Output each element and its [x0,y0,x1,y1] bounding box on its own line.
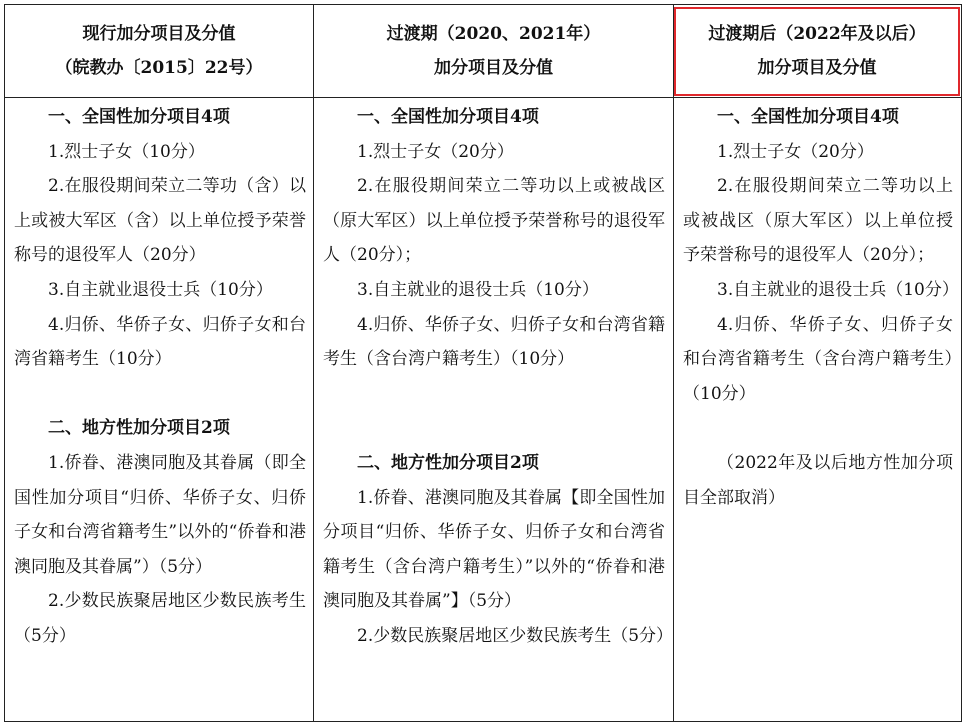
list-item: 2.少数民族聚居地区少数民族考生（5分） [357,625,674,646]
list-item: 2.在服役期间荣立二等功（含）以上或被大军区（含）以上单位授予荣誉称号的退役军人（20分） [14,176,306,266]
header-post-title: 过渡期后（2022年及以后） [708,24,926,44]
header-current [5,5,313,97]
section-national-title: 一、全国性加分项目4项 [48,107,230,127]
section-national-title: 一、全国性加分项目4项 [717,107,899,127]
header-current-title: 现行加分项目及分值 [82,24,236,44]
list-item: 1.烈士子女（20分） [717,141,874,162]
list-item: 4.归侨、华侨子女、归侨子女和台湾省籍考生（10分） [14,314,306,370]
list-item: 4.归侨、华侨子女、归侨子女和台湾省籍考生（含台湾户籍考生）（10分） [323,314,665,370]
list-item: 1.侨眷、港澳同胞及其眷属【即全国性加分项目“归侨、华侨子女、归侨子女和台湾省籍考生（含台湾户籍考生）”以外的“侨眷和港澳同胞及其眷属”】（5分） [323,487,665,612]
column-divider [673,4,674,722]
list-item: 2.在服役期间荣立二等功以上或被战区（原大军区）以上单位授予荣誉称号的退役军人（20分）； [683,176,953,266]
header-transition-subtitle: 加分项目及分值 [434,58,553,78]
header-post-subtitle: 加分项目及分值 [757,58,877,78]
list-item: 2.在服役期间荣立二等功以上或被战区（原大军区）以上单位授予荣誉称号的退役军人（20分）； [323,176,665,266]
column-current [14,100,306,654]
section-local-title: 二、地方性加分项目2项 [48,418,230,439]
column-post-transition [683,100,959,515]
list-item: 2.少数民族聚居地区少数民族考生（5分） [14,591,306,646]
column-divider [313,4,314,722]
section-national-title: 一、全国性加分项目4项 [357,107,539,127]
list-item: 3.自主就业的退役士兵（10分） [357,279,599,300]
list-item: 1.烈士子女（10分） [48,141,205,162]
header-transition-title: 过渡期（2020、2021年） [386,24,601,44]
list-item: 4.归侨、华侨子女、归侨子女和台湾省籍考生（含台湾户籍考生）（10分） [683,314,953,404]
list-item: 3.自主就业的退役士兵（10分） [717,279,959,300]
cancellation-note: （2022年及以后地方性加分项目全部取消） [683,452,953,508]
section-local-title: 二、地方性加分项目2项 [357,452,539,473]
header-current-subtitle: （皖教办〔2015〕22号） [55,58,263,78]
list-item: 1.侨眷、港澳同胞及其眷属（即全国性加分项目“归侨、华侨子女、归侨子女和台湾省籍考生”以外的“侨眷和港澳同胞及其眷属”）（5分） [14,452,306,577]
list-item: 1.烈士子女（20分） [357,141,514,162]
list-item: 3.自主就业退役士兵（10分） [48,279,273,300]
header-transition [314,5,673,97]
header-divider [4,97,962,98]
header-post-transition [674,5,960,97]
column-transition [323,100,674,654]
